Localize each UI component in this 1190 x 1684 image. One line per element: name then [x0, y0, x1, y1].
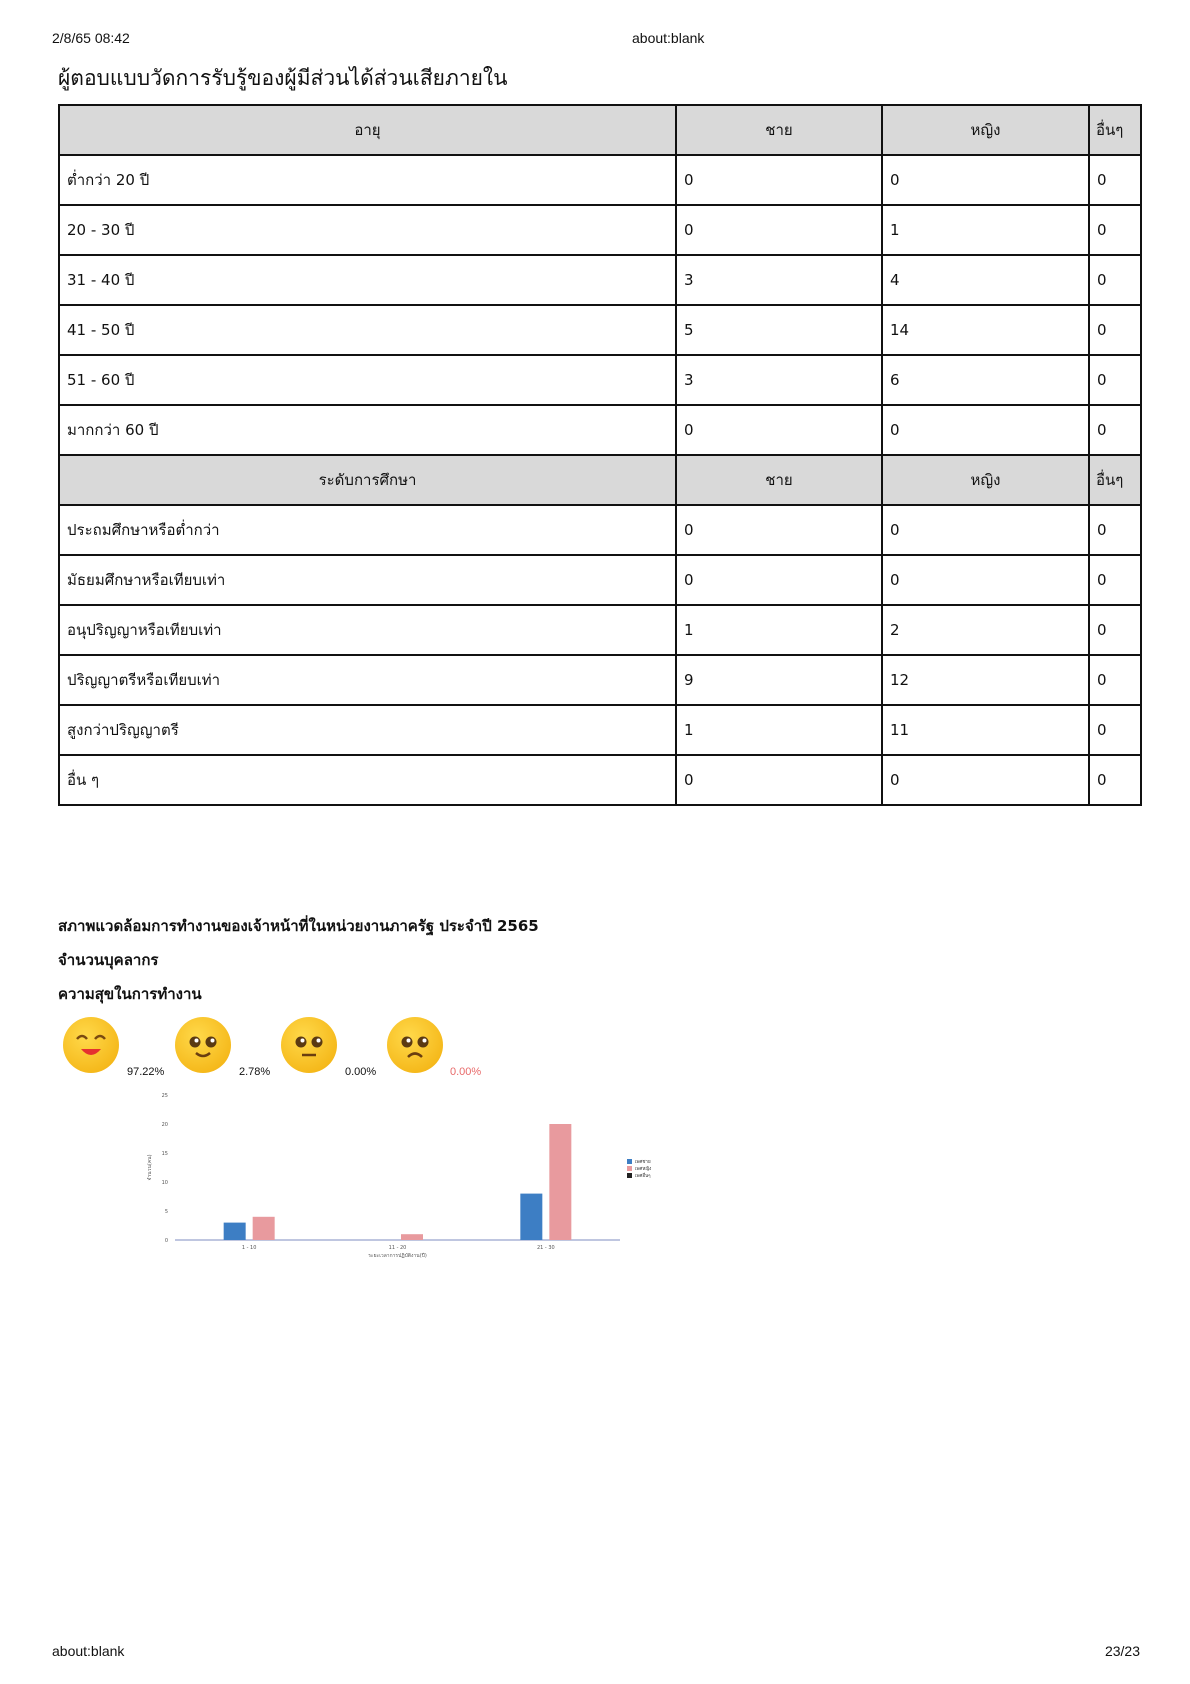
bar	[253, 1217, 275, 1240]
count-cell: 0	[882, 405, 1089, 455]
age-header-cell: หญิง	[882, 105, 1089, 155]
count-cell: 11	[882, 705, 1089, 755]
count-cell: 5	[676, 305, 882, 355]
table-row	[59, 255, 1141, 305]
happiness-heading: ความสุขในการทำงาน	[58, 985, 202, 1003]
count-cell: 1	[676, 605, 882, 655]
x-axis-label: ระยะเวลาการปฏิบัติงาน(ปี)	[368, 1253, 427, 1259]
legend-label: เพศอื่นๆ	[635, 1174, 651, 1179]
education-label-cell: อื่น ๆ	[59, 755, 676, 805]
table-row	[59, 605, 1141, 655]
legend-label: เพศชาย	[635, 1160, 651, 1165]
count-cell: 0	[882, 155, 1089, 205]
x-tick-label: 21 - 30	[536, 1245, 555, 1251]
print-footer-url: about:blank	[52, 1643, 125, 1659]
count-cell: 1	[676, 705, 882, 755]
y-tick-label: 10	[161, 1180, 168, 1186]
count-cell: 0	[882, 505, 1089, 555]
y-tick-label: 15	[161, 1151, 168, 1157]
count-cell: 0	[676, 405, 882, 455]
bar	[520, 1194, 542, 1240]
education-label-cell: สูงกว่าปริญญาตรี	[59, 705, 676, 755]
print-header-url: about:blank	[632, 30, 705, 46]
bar	[224, 1223, 246, 1240]
count-cell: 3	[676, 255, 882, 305]
table-row	[59, 705, 1141, 755]
neutral-percent: 0.00%	[345, 1066, 377, 1078]
y-axis-label: จำนวน(คน)	[147, 1154, 153, 1181]
y-tick-label: 5	[164, 1209, 168, 1215]
age-header-cell: อื่นๆ	[1089, 105, 1141, 155]
count-cell: 0	[1089, 605, 1141, 655]
personnel-heading: จำนวนบุคลากร	[58, 951, 159, 969]
education-label-cell: ปริญญาตรีหรือเทียบเท่า	[59, 655, 676, 705]
bar	[549, 1124, 571, 1240]
count-cell: 0	[676, 555, 882, 605]
age-label-cell: 41 - 50 ปี	[59, 305, 676, 355]
count-cell: 2	[882, 605, 1089, 655]
print-date-time: 2/8/65 08:42	[52, 30, 130, 46]
count-cell: 1	[882, 205, 1089, 255]
table-row	[59, 655, 1141, 705]
count-cell: 0	[1089, 305, 1141, 355]
count-cell: 9	[676, 655, 882, 705]
count-cell: 0	[676, 155, 882, 205]
count-cell: 6	[882, 355, 1089, 405]
count-cell: 0	[1089, 205, 1141, 255]
count-cell: 12	[882, 655, 1089, 705]
age-header-cell: ชาย	[676, 105, 882, 155]
personnel-bar-chart	[140, 1085, 670, 1270]
table-row	[59, 355, 1141, 405]
count-cell: 0	[1089, 505, 1141, 555]
count-cell: 3	[676, 355, 882, 405]
table-row	[59, 505, 1141, 555]
education-header-cell: หญิง	[882, 455, 1089, 505]
very-happy-face-icon	[63, 1017, 119, 1073]
legend-label: เพศหญิง	[635, 1167, 652, 1172]
sad-percent: 0.00%	[450, 1066, 482, 1078]
age-label-cell: 51 - 60 ปี	[59, 355, 676, 405]
count-cell: 0	[676, 205, 882, 255]
education-header-row	[59, 455, 1141, 505]
page-number: 23/23	[1104, 1643, 1140, 1659]
stakeholder-table	[58, 104, 1142, 806]
happy-face-icon	[175, 1017, 231, 1073]
count-cell: 0	[1089, 555, 1141, 605]
count-cell: 0	[676, 755, 882, 805]
count-cell: 0	[1089, 405, 1141, 455]
table-row	[59, 305, 1141, 355]
y-tick-label: 20	[161, 1122, 168, 1128]
environment-heading: สภาพแวดล้อมการทำงานของเจ้าหน้าที่ในหน่วยงานภาครัฐ ประจำปี 2565	[58, 917, 539, 935]
count-cell: 0	[1089, 355, 1141, 405]
very-happy-percent: 97.22%	[127, 1066, 165, 1078]
age-label-cell: 31 - 40 ปี	[59, 255, 676, 305]
y-tick-label: 0	[164, 1238, 168, 1244]
count-cell: 0	[882, 755, 1089, 805]
education-label-cell: มัธยมศึกษาหรือเทียบเท่า	[59, 555, 676, 605]
age-label-cell: ต่ำกว่า 20 ปี	[59, 155, 676, 205]
count-cell: 14	[882, 305, 1089, 355]
table-row	[59, 555, 1141, 605]
page-title: ผู้ตอบแบบวัดการรับรู้ของผู้มีส่วนได้ส่วนเสียภายใน	[58, 66, 508, 90]
education-label-cell: ประถมศึกษาหรือต่ำกว่า	[59, 505, 676, 555]
x-tick-label: 11 - 20	[388, 1245, 407, 1251]
education-header-cell: ชาย	[676, 455, 882, 505]
count-cell: 0	[1089, 655, 1141, 705]
bar	[401, 1234, 423, 1240]
table-row	[59, 755, 1141, 805]
education-label-cell: อนุปริญญาหรือเทียบเท่า	[59, 605, 676, 655]
count-cell: 0	[882, 555, 1089, 605]
legend-swatch	[627, 1166, 632, 1171]
age-label-cell: มากกว่า 60 ปี	[59, 405, 676, 455]
table-row	[59, 405, 1141, 455]
age-label-cell: 20 - 30 ปี	[59, 205, 676, 255]
table-row	[59, 205, 1141, 255]
sad-face-icon	[387, 1017, 443, 1073]
education-header-cell: ระดับการศึกษา	[59, 455, 676, 505]
age-header-row	[59, 105, 1141, 155]
legend-swatch	[627, 1159, 632, 1164]
age-header-cell: อายุ	[59, 105, 676, 155]
table-row	[59, 155, 1141, 205]
count-cell: 0	[1089, 155, 1141, 205]
x-tick-label: 1 - 10	[241, 1245, 257, 1251]
count-cell: 0	[1089, 255, 1141, 305]
neutral-face-icon	[281, 1017, 337, 1073]
happy-percent: 2.78%	[239, 1066, 271, 1078]
count-cell: 0	[1089, 705, 1141, 755]
count-cell: 0	[676, 505, 882, 555]
y-tick-label: 25	[161, 1093, 168, 1099]
count-cell: 4	[882, 255, 1089, 305]
count-cell: 0	[1089, 755, 1141, 805]
legend-swatch	[627, 1173, 632, 1178]
education-header-cell: อื่นๆ	[1089, 455, 1141, 505]
